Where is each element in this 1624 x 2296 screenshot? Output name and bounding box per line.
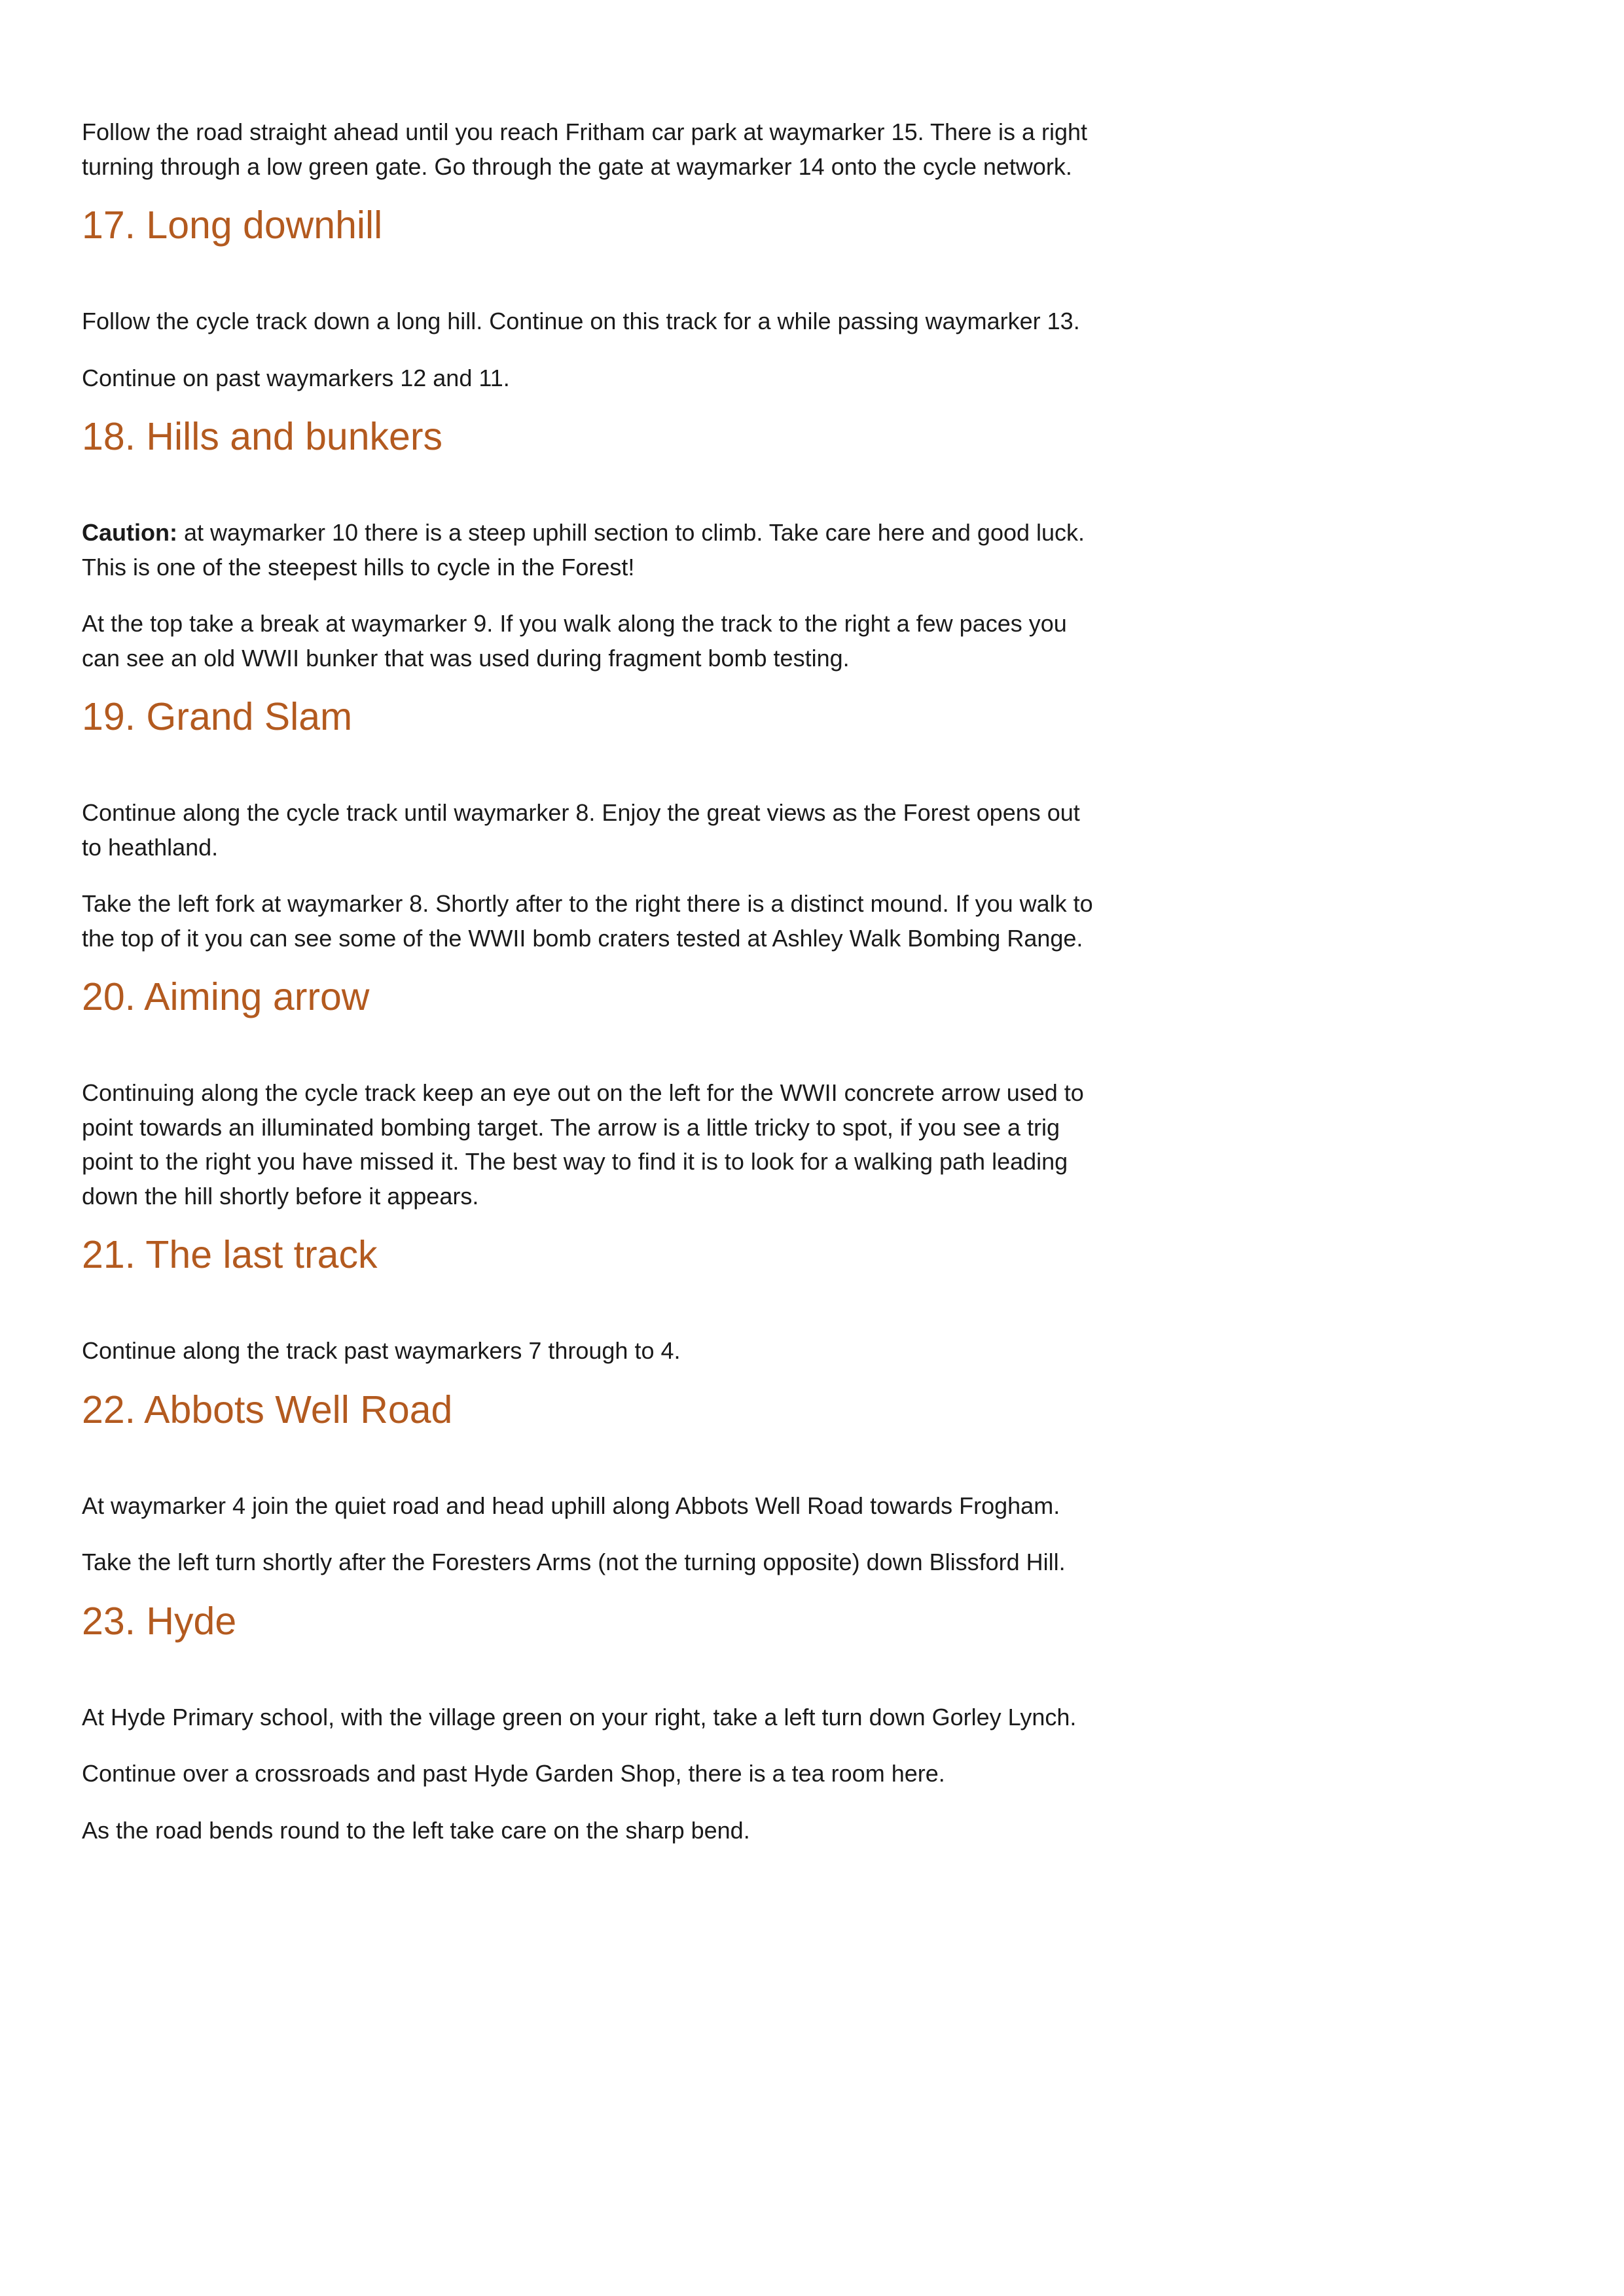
section-23-paragraph-2: Continue over a crossroads and past Hyde Garden Shop, there is a tea room here. xyxy=(82,1760,945,1787)
section-18-paragraph-1: At the top take a break at waymarker 9. If you walk along the track to the right a few paces you can see an old WWII bunker that was used during fragment bomb testing. xyxy=(82,610,1067,672)
caution-label: Caution: xyxy=(82,519,177,546)
section-heading-19: 19. Grand Slam xyxy=(82,695,353,738)
section-23-paragraph-3: As the road bends round to the left take care on the sharp bend. xyxy=(82,1816,750,1844)
section-19-paragraph-1: Continue along the cycle track until waymarker 8. Enjoy the great views as the Forest opens out to heathland. xyxy=(82,799,1080,861)
intro-paragraph: Follow the road straight ahead until you reach Fritham car park at waymarker 15. There is a right turning through a low green gate. Go through the gate at waymarker 14 onto the cycle network. xyxy=(82,118,1088,180)
section-21-paragraph-1: Continue along the track past waymarkers 7 through to 4. xyxy=(82,1337,681,1364)
section-22-paragraph-1: At waymarker 4 join the quiet road and head uphill along Abbots Well Road towards Frogham. xyxy=(82,1492,1060,1519)
section-heading-17: 17. Long downhill xyxy=(82,204,383,247)
section-heading-23: 23. Hyde xyxy=(82,1599,237,1643)
section-heading-18: 18. Hills and bunkers xyxy=(82,415,442,458)
section-heading-22: 22. Abbots Well Road xyxy=(82,1388,453,1431)
section-22-paragraph-2: Take the left turn shortly after the Foresters Arms (not the turning opposite) down Blissford Hill. xyxy=(82,1549,1066,1575)
section-19-paragraph-2: Take the left fork at waymarker 8. Shortly after to the right there is a distinct mound. If you walk to the top of it you can see some of the WWII bomb craters tested at Ashley Walk Bombing Range. xyxy=(82,890,1093,952)
section-17-paragraph-2: Continue on past waymarkers 12 and 11. xyxy=(82,364,510,391)
route-directions xyxy=(82,115,1103,1870)
section-20-paragraph-1: Continuing along the cycle track keep an eye out on the left for the WWII concrete arrow used to point towards an illuminated bombing target. The arrow is a little tricky to spot, if you see a trig point to the right you have missed it. The best way to find it is to look for a walking path leading down the hill shortly before it appears. xyxy=(82,1079,1084,1210)
section-23-paragraph-1: At Hyde Primary school, with the village green on your right, take a left turn down Gorley Lynch. xyxy=(82,1703,1077,1731)
caution-paragraph xyxy=(82,516,1103,584)
section-17-paragraph-1: Follow the cycle track down a long hill. Continue on this track for a while passing waymarker 13. xyxy=(82,308,1080,334)
caution-text: at waymarker 10 there is a steep uphill section to climb. Take care here and good luck. This is one of the steepest hills to cycle in the Forest! xyxy=(82,519,1085,581)
section-heading-20: 20. Aiming arrow xyxy=(82,975,370,1018)
section-heading-21: 21. The last track xyxy=(82,1233,378,1276)
